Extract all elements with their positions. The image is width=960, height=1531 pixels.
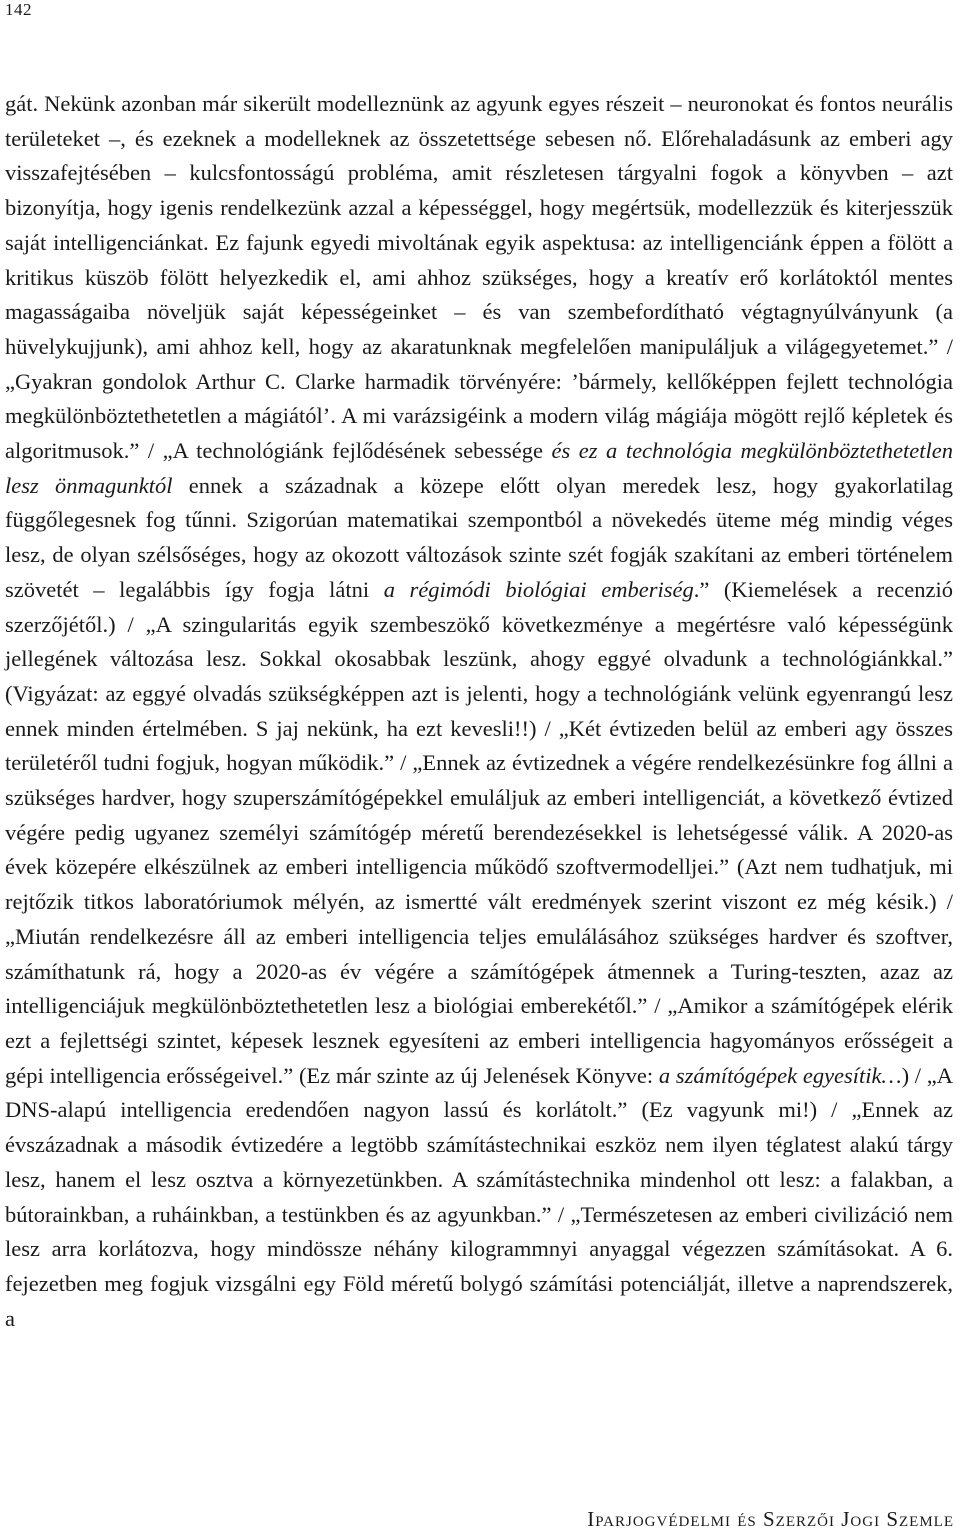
- journal-footer: Iparjogvédelmi és Szerzői Jogi Szemle: [587, 1507, 954, 1531]
- text-run: .” (Kiemelések a recenzió szerzőjétől.) / „A szingularitás egyik szembeszökő következménye a megértésre való képességünk jellegének változása lesz. Sokkal okosabbak leszünk, ahogy eggyé olvadunk a technológiánkkal.” (Vigyázat: az eggyé olvadás szükségképpen azt is jelenti, hogy a technológiánk velünk egyenrangú lesz ennek minden értelmében. S jaj nekünk, ha ezt kevesli!!) / „Két évtizeden belül az emberi agy összes területéről tudni fogjuk, hogyan működik.” / „Ennek az évtizednek a végére rendelkezésünkre fog állni a szükséges hardver, hogy szuperszámítógépekkel emuláljuk az emberi intelligenciát, a következő évtized végére pedig ugyanez személyi számítógép méretű berendezésekkel is lehetségessé válik. A 2020-as évek közepére elkészülnek az emberi intelligencia működő szoftvermodelljei.” (Azt nem tudhatjuk, mi rejtőzik titkos laboratóriumok mélyén, az ismertté vált eredmények szerint viszont ez még késik.) / „Miután rendelkezésre áll az emberi intelligencia teljes emulálásához szükséges hardver és szoftver, számíthatunk rá, hogy a 2020-as év végére a számítógépek átmennek a Turing-teszten, azaz az intelligenciájuk megkülönböztethetetlen lesz a biológiai emberekétől.” / „Amikor a számítógépek elérik ezt a fejlettségi szintet, képesek lesznek egyesíteni az emberi intelligencia hagyományos erősségeit a gépi intelligencia erősségeivel.” (Ez már szinte az új Jelenések Könyve:: [5, 576, 953, 1088]
- page-number: 142: [5, 0, 32, 19]
- italic-run: a régimódi biológiai emberiség: [383, 576, 694, 602]
- text-run: ennek a századnak a közepe előtt olyan meredek lesz, hogy gyakorlatilag függőlegesnek fog tűnni. Szigorúan matematikai szempontból a növekedés üteme még mindig véges lesz, de olyan szélsőséges, hogy az okozott változások szinte szét fogják szakítani az emberi történelem szövetét – legalábbis így fogja látni: [5, 472, 953, 602]
- italic-run: a számítógépek egyesítik…: [658, 1062, 902, 1088]
- text-run: gát. Nekünk azonban már sikerült modelleznünk az agyunk egyes részeit – neuronokat és fontos neurális területeket –, és ezeknek a modelleknek az összetettsége sebesen nő. Előrehaladásunk az emberi agy visszafejtésében – kulcsfontosságú probléma, amit részletesen tárgyalni fogok a könyvben – azt bizonyítja, hogy igenis rendelkezünk azzal a képességgel, hogy megértsük, modellezzük és kiterjesszük saját intelligenciánkat. Ez fajunk egyedi mivoltának egyik aspektusa: az intelligenciánk éppen a fölött a kritikus küszöb fölött helyezkedik el, ami ahhoz szükséges, hogy a kreatív erő korlátoktól mentes magasságaiba növeljük saját képességeinket – és van szembefordítható végtagnyúlványunk (a hüvelykujjunk), ami ahhoz kell, hogy az akaratunknak megfelelően manipuláljuk a világegyetemet.” / „Gyakran gondolok Arthur C. Clarke harmadik törvényére: ’bármely, kellőképpen fejlett technológia megkülönböztethetetlen a mágiától’. A mi varázsigéink a modern világ mágiája mögött rejlő képletek és algoritmusok.” / „A technológiánk fejlődésének sebessége: [5, 91, 953, 464]
- italic-run: és ez a technológia megkülönböztethetetlen lesz önmagunktól: [5, 438, 953, 498]
- body-paragraph: [5, 87, 953, 1336]
- text-run: ) / „A DNS-alapú intelligencia eredendően nagyon lassú és korlátolt.” (Ez vagyunk mi!) / „Ennek az évszázadnak a második évtizedére a legtöbb számítástechnikai eszköz nem ilyen téglatest alakú tárgy lesz, hanem el lesz osztva a környezetünkben. A számítástechnika mindenhol ott lesz: a falakban, a bútorainkban, a ruháinkban, a testünkben és az agyunkban.” / „Természetesen az emberi civilizáció nem lesz arra korlátozva, hogy mindössze néhány kilogrammnyi anyaggal végezzen számításokat. A 6. fejezetben meg fogjuk vizsgálni egy Föld méretű bolygó számítási potenciálját, illetve a naprendszerek, a: [5, 1062, 953, 1331]
